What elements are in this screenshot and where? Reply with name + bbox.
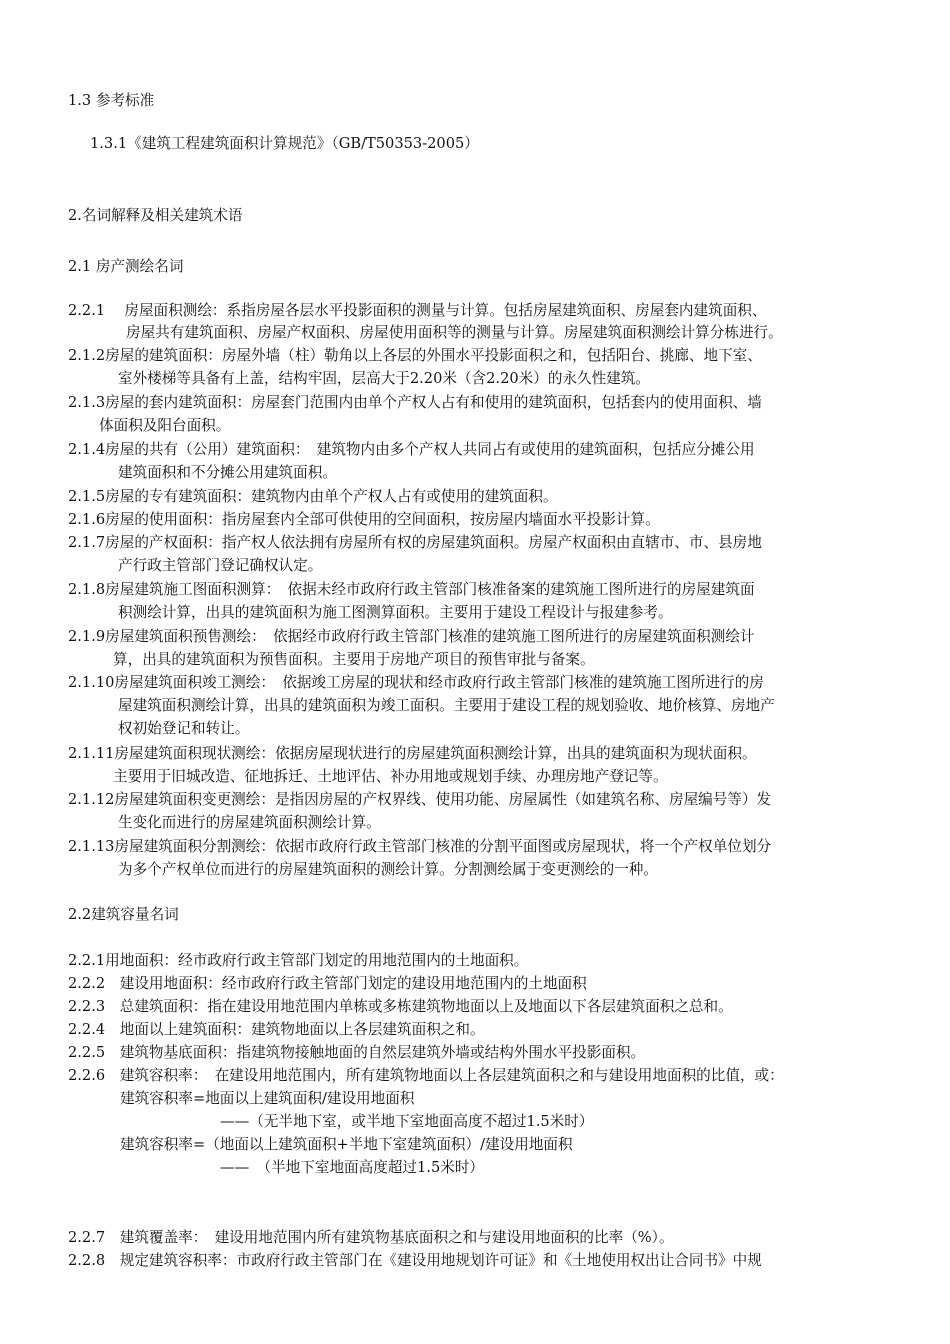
term-line: 积测绘计算，出具的建筑面积为施工图测算面积。主要用于建设工程设计与报建参考。: [118, 604, 673, 621]
term-line: 2.2.6 建筑容积率： 在建设用地范围内，所有建筑物地面以上各层建筑面积之和与建设用地面积的比值，或：: [68, 1067, 784, 1084]
term-line: 2.1.9房屋建筑面积预售测绘： 依据经市政府行政主管部门核准的建筑施工图所进行的房屋建筑面积测绘计: [68, 628, 755, 645]
term-line: 2.1.4房屋的共有（公用）建筑面积： 建筑物内由多个产权人共同占有或使用的建筑面积，包括应分摊公用: [68, 441, 755, 458]
term-line: 为多个产权单位而进行的房屋建筑面积的测绘计算。分割测绘属于变更测绘的一种。: [118, 861, 658, 878]
term-line: 体面积及阳台面积。: [99, 417, 231, 434]
term-line: 主要用于旧城改造、征地拆迁、土地评估、补办用地或规划手续、办理房地产登记等。: [113, 768, 668, 785]
formula-line: 建筑容积率=（地面以上建筑面积+半地下室建筑面积）/建设用地面积: [120, 1136, 573, 1153]
section-heading-2-2: 2.2建筑容量名词: [68, 906, 179, 923]
term-line: 2.1.3房屋的套内建筑面积：房屋套门范围内由单个产权人占有和使用的建筑面积，包括套内的使用面积、墙: [68, 394, 762, 411]
term-line: 建筑面积和不分摊公用建筑面积。: [118, 464, 337, 481]
formula-condition: —— （半地下室地面高度超过1.5米时）: [220, 1159, 485, 1176]
section-heading-1-3: 1.3 参考标准: [68, 92, 155, 109]
term-line: 产行政主管部门登记确权认定。: [118, 557, 323, 574]
reference-standard-item: 1.3.1《建筑工程建筑面积计算规范》（GB/T50353-2005）: [90, 135, 479, 152]
term-line: 2.2.1 房屋面积测绘：系指房屋各层水平投影面积的测量与计算。包括房屋建筑面积、房屋套内建筑面积、: [68, 302, 767, 319]
term-line: 2.1.12房屋建筑面积变更测绘：是指因房屋的产权界线、使用功能、房屋属性（如建筑名称、房屋编号等）发: [68, 791, 772, 808]
section-heading-2: 2.名词解释及相关建筑术语: [68, 207, 243, 224]
formula-line: 建筑容积率=地面以上建筑面积/建设用地面积: [120, 1090, 415, 1107]
term-line: 2.2.1用地面积：经市政府行政主管部门划定的用地范围内的土地面积。: [68, 952, 529, 969]
term-line: 生变化而进行的房屋建筑面积测绘计算。: [118, 814, 381, 831]
term-line: 2.2.4 地面以上建筑面积：建筑物地面以上各层建筑面积之和。: [68, 1021, 485, 1038]
term-line: 2.2.7 建筑覆盖率： 建设用地范围内所有建筑物基底面积之和与建设用地面积的比率（%）。: [68, 1229, 674, 1246]
term-line: 2.2.2 建设用地面积：经市政府行政主管部门划定的建设用地范围内的土地面积: [68, 975, 587, 992]
term-line: 2.1.11房屋建筑面积现状测绘：依据房屋现状进行的房屋建筑面积测绘计算，出具的建筑面积为现状面积。: [68, 745, 757, 762]
term-line: 2.1.6房屋的使用面积：指房屋套内全部可供使用的空间面积，按房屋内墙面水平投影计算。: [68, 511, 660, 528]
term-line: 权初始登记和转让。: [118, 720, 250, 737]
term-line: 屋建筑面积测绘计算，出具的建筑面积为竣工面积。主要用于建设工程的规划验收、地价核算、房地产: [118, 697, 775, 714]
term-line: 2.1.13房屋建筑面积分割测绘：依据市政府行政主管部门核准的分割平面图或房屋现状，将一个产权单位划分: [68, 838, 772, 855]
term-line: 2.1.10房屋建筑面积竣工测绘： 依据竣工房屋的现状和经市政府行政主管部门核准的建筑施工图所进行的房: [68, 674, 764, 691]
section-heading-2-1: 2.1 房产测绘名词: [68, 258, 184, 275]
term-line: 2.2.8 规定建筑容积率：市政府行政主管部门在《建设用地规划许可证》和《土地使用权出让合同书》中规: [68, 1252, 762, 1269]
term-line: 2.2.3 总建筑面积：指在建设用地范围内单栋或多栋建筑物地面以上及地面以下各层建筑面积之总和。: [68, 998, 733, 1015]
formula-condition: ——（无半地下室，或半地下室地面高度不超过1.5米时）: [220, 1113, 594, 1130]
term-line: 算，出具的建筑面积为预售面积。主要用于房地产项目的预售审批与备案。: [113, 651, 595, 668]
term-line: 2.1.2房屋的建筑面积：房屋外墙（柱）勒角以上各层的外围水平投影面积之和，包括阳台、挑廊、地下室、: [68, 347, 762, 364]
term-line: 2.1.7房屋的产权面积：指产权人依法拥有房屋所有权的房屋建筑面积。房屋产权面积由直辖市、市、县房地: [68, 534, 762, 551]
term-line: 2.2.5 建筑物基底面积：指建筑物接触地面的自然层建筑外墙或结构外围水平投影面积。: [68, 1044, 646, 1061]
term-line: 室外楼梯等具备有上盖，结构牢固，层高大于2.20米（含2.20米）的永久性建筑。: [118, 370, 650, 387]
term-line: 房屋共有建筑面积、房屋产权面积、房屋使用面积等的测量与计算。房屋建筑面积测绘计算分栋进行。: [126, 324, 783, 341]
term-line: 2.1.8房屋建筑施工图面积测算： 依据未经市政府行政主管部门核准备案的建筑施工图所进行的房屋建筑面: [68, 581, 755, 598]
term-line: 2.1.5房屋的专有建筑面积：建筑物内由单个产权人占有或使用的建筑面积。: [68, 488, 558, 505]
